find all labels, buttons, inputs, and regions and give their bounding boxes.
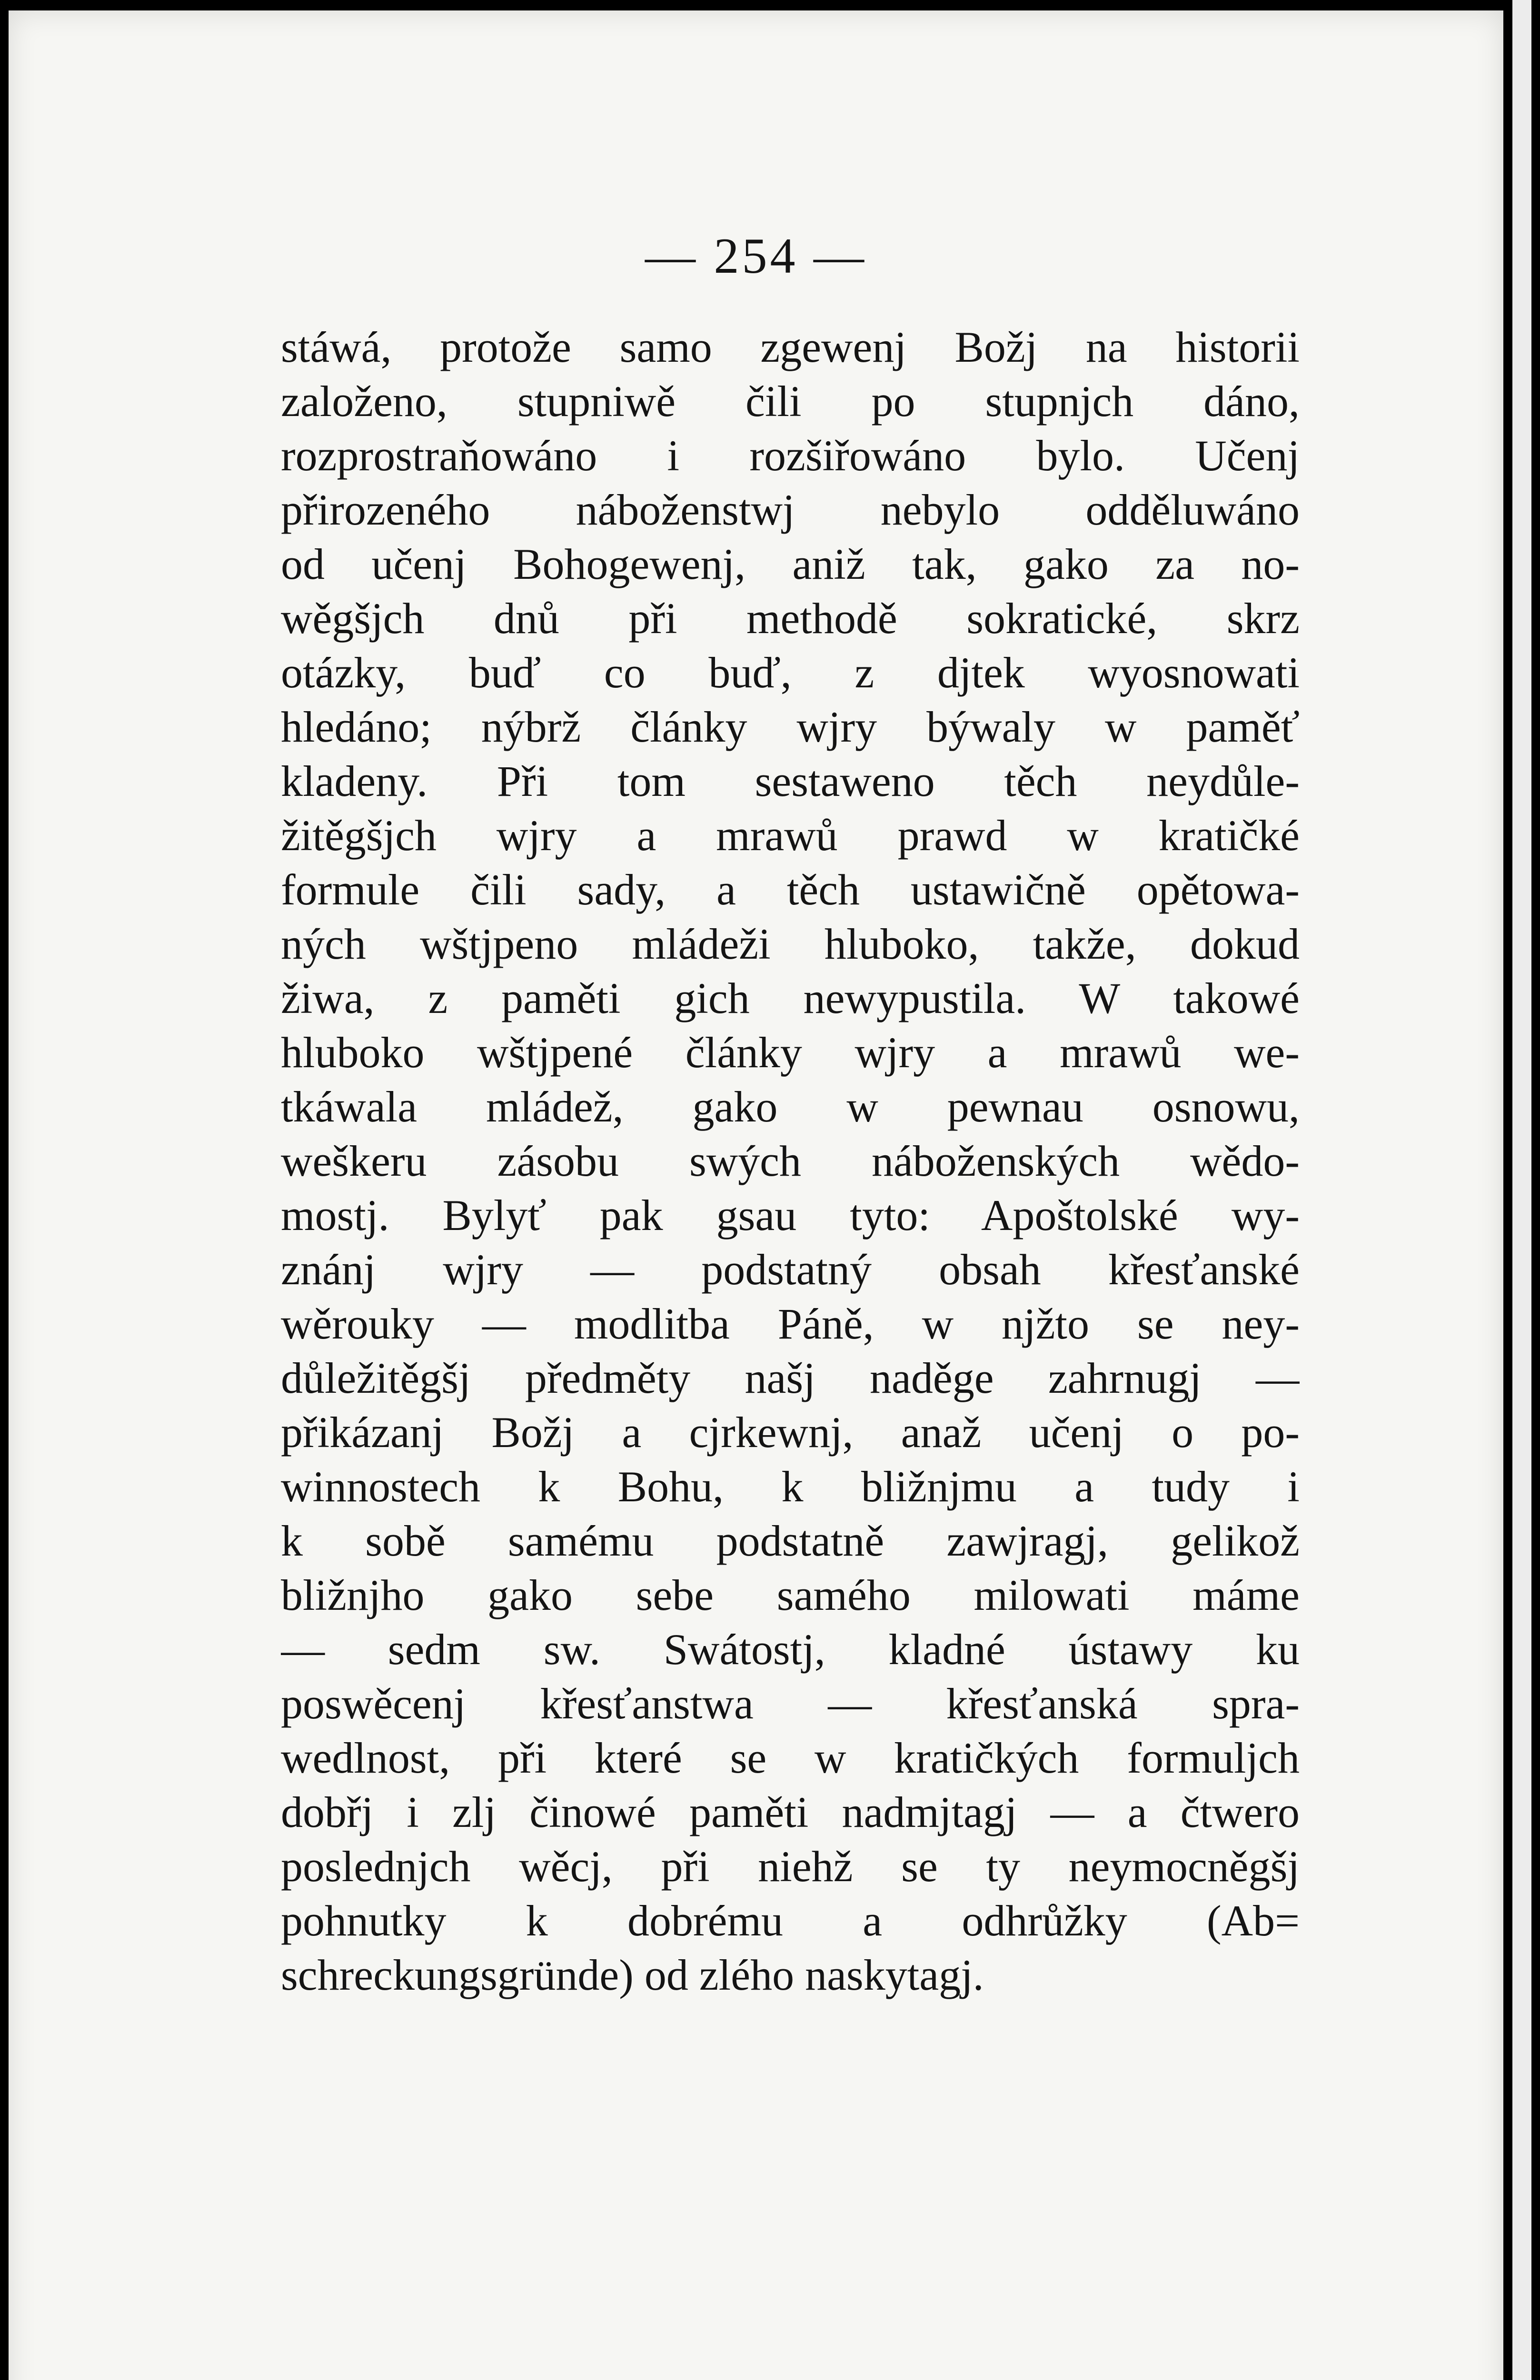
body-text <box>281 320 1300 2002</box>
text-line: wěrouky — modlitba Páně, w njžto se ney- <box>281 1299 1300 1348</box>
text-line: znánj wjry — podstatný obsah křesťanské <box>281 1245 1300 1294</box>
text-line: mostj. Bylyť pak gsau tyto: Apoštolské wy- <box>281 1191 1300 1240</box>
text-line: winnostech k Bohu, k bližnjmu a tudy i <box>281 1462 1300 1511</box>
text-line: wedlnost, při které se w kratičkých formuljch <box>281 1734 1300 1782</box>
text-line: k sobě samému podstatně zawjragj, gelikož <box>281 1517 1300 1565</box>
text-line: poslednjch wěcj, při niehž se ty neymocněgšj <box>281 1842 1300 1891</box>
text-line: — sedm sw. Swátostj, kladné ústawy ku <box>281 1625 1300 1674</box>
text-line: kladeny. Při tom sestaweno těch neydůle- <box>281 757 1300 805</box>
text-line: otázky, buď co buď, z djtek wyosnowati <box>281 648 1300 697</box>
text-line: ných wštjpeno mládeži hluboko, takže, dokud <box>281 920 1300 968</box>
text-line: wěgšjch dnů při methodě sokratické, skrz <box>281 594 1300 643</box>
text-line: důležitěgšj předměty našj naděge zahrnugj — <box>281 1354 1300 1402</box>
text-line: schreckungsgründe) od zlého naskytagj. <box>281 1951 984 1999</box>
text-line: tkáwala mládež, gako w pewnau osnowu, <box>281 1082 1300 1131</box>
text-line: hledáno; nýbrž články wjry býwaly w paměť <box>281 703 1300 751</box>
text-line: založeno, stupniwě čili po stupnjch dáno, <box>281 377 1300 426</box>
scan-edge <box>1512 0 1531 2380</box>
text-line: přirozeného náboženstwj nebylo odděluwáno <box>281 486 1300 534</box>
text-line: dobřj i zlj činowé paměti nadmjtagj — a čtwero <box>281 1788 1300 1836</box>
text-line: žitěgšjch wjry a mrawů prawd w kratičké <box>281 811 1300 860</box>
text-line: hluboko wštjpené články wjry a mrawů we- <box>281 1028 1300 1077</box>
text-line: bližnjho gako sebe samého milowati máme <box>281 1571 1300 1619</box>
text-line: formule čili sady, a těch ustawičně opětowa- <box>281 865 1300 914</box>
text-line: stáwá, protože samo zgewenj Božj na historii <box>281 323 1300 371</box>
text-line: žiwa, z paměti gich newypustila. W takowé <box>281 974 1300 1022</box>
text-line: rozprostraňowáno i rozšiřowáno bylo. Učenj <box>281 431 1300 480</box>
text-line: poswěcenj křesťanstwa — křesťanská spra- <box>281 1679 1300 1728</box>
text-line: pohnutky k dobrému a odhrůžky (Ab= <box>281 1896 1300 1945</box>
text-line: weškeru zásobu swých náboženských wědo- <box>281 1137 1300 1185</box>
text-line: přikázanj Božj a cjrkewnj, anaž učenj o po- <box>281 1408 1300 1457</box>
text-line: od učenj Bohogewenj, aniž tak, gako za no- <box>281 540 1300 588</box>
page-number: — 254 — <box>645 228 867 284</box>
paper-sheet <box>9 10 1503 2380</box>
